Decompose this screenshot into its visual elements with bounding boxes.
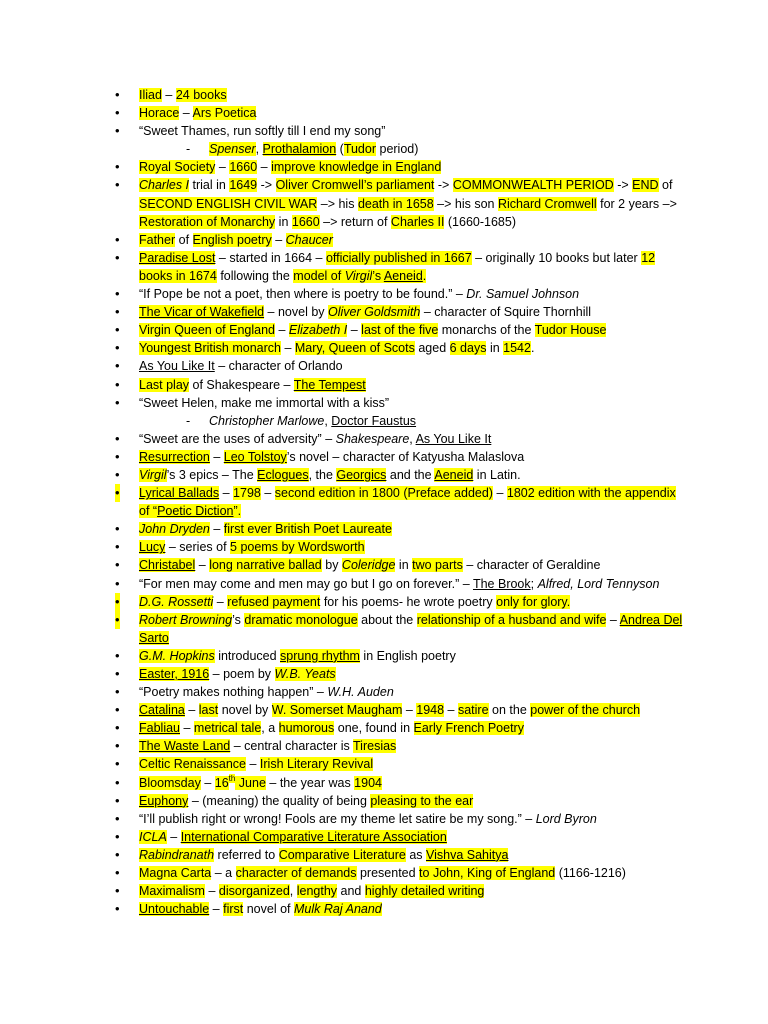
highlighted-text: Euphony	[139, 793, 189, 808]
list-item	[0, 701, 768, 719]
highlighted-text: The Waste Land	[139, 739, 231, 754]
text-run: novel of	[243, 902, 294, 917]
highlighted-text: Comparative Literature	[278, 847, 406, 862]
list-item	[0, 357, 768, 375]
text-run: on the	[488, 703, 531, 718]
text-run: ->	[257, 178, 276, 193]
list-item	[0, 484, 768, 520]
highlighted-text: Tudor	[343, 142, 377, 157]
highlighted-text: Robert Browning	[139, 612, 233, 627]
highlighted-text: SECOND ENGLISH CIVIL WAR	[139, 196, 318, 211]
list-item	[0, 158, 768, 176]
highlighted-text: two parts	[412, 558, 463, 573]
highlighted-text: humorous	[278, 721, 335, 736]
list-item	[0, 593, 768, 611]
highlighted-text: Spenser	[209, 142, 256, 157]
highlighted-text: th	[228, 774, 236, 784]
list-item	[0, 376, 768, 394]
highlighted-text: Tiresias	[353, 739, 397, 754]
text-run: “Sweet Thames, run softly till I end my song”	[139, 124, 386, 139]
highlighted-text: Vishva Sahitya	[426, 847, 509, 862]
highlighted-text: model of	[293, 268, 345, 283]
text-run: –	[606, 612, 620, 627]
text-run: “I’ll publish right or wrong! Fools are my theme let satire be my song.” –	[139, 811, 536, 826]
highlighted-text: The Vicar of Wakefield	[139, 305, 265, 320]
list-item	[0, 394, 768, 412]
highlighted-text: only for glory.	[496, 594, 571, 609]
highlighted-text: 1649	[229, 178, 258, 193]
highlighted-text: Eclogues	[257, 467, 309, 482]
list-item	[0, 520, 768, 538]
list-item	[0, 104, 768, 122]
text-run: As You Like It	[415, 431, 492, 446]
highlighted-text: Virgil	[139, 467, 167, 482]
text-run: –	[280, 341, 295, 356]
text-run: –	[161, 88, 176, 102]
highlighted-text: Ars Poetica	[192, 106, 257, 121]
text-run: Lord Byron	[535, 811, 597, 826]
text-run: ->	[434, 178, 453, 193]
text-run: –	[444, 703, 458, 718]
text-run: (1660-1685)	[444, 214, 516, 229]
text-run: presented	[356, 866, 420, 881]
highlighted-text: first ever British Poet Laureate	[223, 522, 392, 537]
text-run: ,	[289, 884, 297, 899]
highlighted-text: Aeneid	[434, 467, 474, 482]
highlighted-text: Virgin Queen of England	[139, 323, 275, 338]
highlighted-text: Charles II	[390, 214, 445, 229]
text-run: –	[209, 522, 224, 537]
highlighted-text: metrical tale	[193, 721, 262, 736]
text-run: in	[486, 341, 504, 356]
text-run: – series of	[165, 540, 231, 555]
highlighted-text: Mulk Raj Anand	[293, 902, 382, 917]
highlighted-text: Paradise Lost	[139, 250, 216, 265]
highlighted-text: John Dryden	[139, 522, 210, 537]
highlighted-text: Horace	[139, 106, 180, 121]
highlighted-text: ’s	[372, 268, 384, 283]
document-page	[0, 86, 768, 918]
text-run: ’s 3 epics – The	[166, 467, 258, 482]
highlighted-text: Early French Poetry	[413, 721, 524, 736]
highlighted-text: The Tempest	[293, 377, 366, 392]
text-run: “For men may come and men may go but I go on forever.” –	[139, 576, 473, 591]
text-run: one, found in	[334, 721, 414, 736]
text-run: (	[336, 142, 344, 157]
highlighted-text: last	[198, 703, 219, 718]
list-item	[0, 86, 768, 104]
text-run: –	[402, 703, 417, 718]
highlighted-text: .	[422, 268, 427, 283]
list-item	[0, 828, 768, 846]
text-run: – central character is	[230, 739, 354, 754]
highlighted-text: Fabliau	[139, 721, 180, 736]
text-run: ’s novel – character of Katyusha Malaslova	[286, 449, 525, 464]
highlighted-text: Magna Carta	[139, 866, 212, 881]
highlighted-text: second edition in 1800 (Preface added)	[274, 486, 493, 501]
text-run: , the	[308, 467, 337, 482]
highlighted-text: Tudor House	[534, 323, 607, 338]
sub-list-item	[0, 140, 768, 158]
highlighted-text: 1948	[416, 703, 445, 718]
text-run: – originally 10 books but later	[471, 250, 642, 265]
highlighted-text: 24 books	[175, 88, 227, 102]
text-run: in	[275, 214, 292, 229]
text-run: (1166-1216)	[555, 866, 626, 881]
highlighted-text: Andrea Del Sarto	[139, 612, 683, 645]
highlighted-text: character of demands	[235, 866, 357, 881]
highlighted-text: END	[632, 178, 659, 193]
highlighted-text: Christabel	[139, 558, 196, 573]
text-run: –	[184, 703, 199, 718]
highlighted-text: 1802 edition with the appendix of “	[139, 486, 676, 519]
text-run: novel by	[218, 703, 272, 718]
sub-list-item	[0, 412, 768, 430]
text-run: “If Pope be not a poet, then where is poetry to be found.” –	[139, 287, 467, 302]
list-item	[0, 665, 768, 683]
list-item	[0, 466, 768, 484]
text-run: –> his	[317, 196, 358, 211]
list-item	[0, 556, 768, 574]
highlighted-text: 5 poems by Wordsworth	[230, 540, 365, 555]
text-run: ;	[530, 576, 538, 591]
text-run: Doctor Faustus	[331, 413, 417, 428]
list-item	[0, 737, 768, 755]
highlighted-text: Poetic Diction	[157, 504, 234, 519]
text-run: The Brook	[472, 576, 531, 591]
text-run: for 2 years –>	[596, 196, 677, 211]
highlighted-text: 16	[214, 775, 229, 790]
highlighted-text: 1660	[229, 160, 258, 175]
list-item	[0, 683, 768, 701]
list-item	[0, 122, 768, 140]
text-run: by	[321, 558, 342, 573]
highlighted-text: Rabindranath	[139, 847, 215, 862]
highlighted-text: Resurrection	[139, 449, 210, 464]
text-run: W.H. Auden	[327, 685, 394, 700]
text-run: –	[246, 757, 260, 772]
highlighted-text: Mary, Queen of Scots	[294, 341, 415, 356]
highlighted-text: long narrative ballad	[209, 558, 322, 573]
text-run: – poem by	[209, 667, 275, 681]
highlighted-text: lengthy	[296, 884, 338, 899]
list-item	[0, 430, 768, 448]
highlighted-text: relationship of a husband and wife	[416, 612, 607, 627]
text-run: Dr. Samuel Johnson	[466, 287, 580, 302]
text-run: –	[213, 594, 228, 609]
highlighted-text: refused payment	[227, 594, 321, 609]
list-item	[0, 575, 768, 593]
list-item	[0, 719, 768, 737]
text-run: period)	[376, 142, 419, 157]
text-run: in Latin.	[473, 467, 521, 482]
text-run: –	[257, 160, 272, 175]
text-run: –	[209, 449, 224, 464]
highlighted-text: to John, King of England	[419, 866, 556, 881]
text-run: Shakespeare	[335, 431, 410, 446]
text-run: Alfred, Lord Tennyson	[537, 576, 660, 591]
highlighted-text: Prothalamion	[262, 142, 337, 157]
text-run: of	[658, 178, 673, 193]
highlighted-text: Maximalism	[139, 884, 205, 899]
text-run: –	[166, 829, 181, 844]
highlighted-text: Royal Society	[139, 160, 216, 175]
list-item	[0, 864, 768, 882]
highlighted-text: Iliad	[139, 88, 162, 102]
highlighted-text: International Comparative Literature Association	[180, 829, 447, 844]
text-run: as	[405, 847, 426, 862]
text-run: – a	[211, 866, 236, 881]
text-run: ,	[324, 413, 332, 428]
highlighted-text: Last play	[139, 377, 190, 392]
text-run: .	[530, 341, 535, 356]
text-run: –	[215, 160, 230, 175]
list-item	[0, 339, 768, 357]
highlighted-text: ”.	[233, 504, 242, 519]
highlighted-text: 12 books in 1674	[139, 250, 656, 283]
highlighted-text: Celtic Renaissance	[139, 757, 246, 772]
text-run: – started in 1664 –	[215, 250, 326, 265]
text-run: monarchs of the	[438, 323, 535, 338]
highlighted-text: Leo Tolstoy	[223, 449, 287, 464]
highlighted-text: officially published in 1667	[325, 250, 472, 265]
text-run: in	[395, 558, 413, 573]
text-run: –	[209, 902, 224, 917]
text-run: aged	[414, 341, 450, 356]
text-run: – novel by	[264, 305, 328, 320]
highlighted-text: Untouchable	[139, 902, 210, 917]
highlighted-text: highly detailed writing	[364, 884, 485, 899]
text-run: –	[271, 232, 286, 247]
text-run: –> return of	[319, 214, 391, 229]
text-run: of Shakespeare –	[189, 377, 294, 392]
list-item	[0, 611, 768, 647]
list-item	[0, 792, 768, 810]
highlighted-text: Oliver Goldsmith	[328, 305, 421, 320]
highlighted-text: sprung rhythm	[280, 648, 360, 663]
text-run: – character of Orlando	[214, 359, 343, 374]
text-run: –	[260, 486, 275, 501]
notes-list	[0, 86, 768, 918]
text-run: As You Like It	[139, 359, 215, 374]
highlighted-text: Oliver Cromwell’s parliament	[275, 178, 435, 193]
highlighted-text: W.B. Yeats	[274, 667, 336, 681]
highlighted-text: ICLA	[139, 829, 167, 844]
list-item	[0, 285, 768, 303]
text-run: – character of Squire Thornhill	[420, 305, 592, 320]
text-run: about the	[357, 612, 417, 627]
list-item	[0, 538, 768, 556]
highlighted-text: Chaucer	[285, 232, 333, 247]
list-item	[0, 321, 768, 339]
text-run: “Poetry makes nothing happen” –	[139, 685, 328, 700]
list-item	[0, 900, 768, 918]
highlighted-text: Restoration of Monarchy	[139, 214, 276, 229]
list-item	[0, 647, 768, 665]
list-item	[0, 846, 768, 864]
highlighted-text: 6 days	[449, 341, 487, 356]
text-run: referred to	[214, 847, 279, 862]
text-run: ->	[613, 178, 633, 193]
highlighted-text: power of the church	[530, 703, 641, 718]
highlighted-text: Lucy	[139, 540, 166, 555]
highlighted-text: 1904	[354, 775, 382, 790]
list-item	[0, 774, 768, 792]
list-item	[0, 448, 768, 466]
highlighted-text: W. Somerset Maugham	[271, 703, 403, 718]
highlighted-text: Aeneid	[383, 268, 423, 283]
text-run: – character of Geraldine	[462, 558, 601, 573]
text-run: –	[274, 323, 289, 338]
text-run: “Sweet are the uses of adversity” –	[139, 431, 336, 446]
highlighted-text: Elizabeth I	[288, 323, 348, 338]
highlighted-text: Father	[139, 232, 176, 247]
list-item	[0, 882, 768, 900]
text-run: –	[200, 775, 215, 790]
text-run: –	[204, 884, 219, 899]
highlighted-text: Irish Literary Revival	[259, 757, 374, 772]
highlighted-text: 1798	[233, 486, 261, 501]
highlighted-text: Lyrical Ballads	[139, 486, 220, 501]
highlighted-text: Georgics	[336, 467, 387, 482]
highlighted-text: Charles I	[139, 178, 190, 193]
text-run: “Sweet Helen, make me immortal with a kiss”	[139, 395, 390, 410]
list-item	[0, 231, 768, 249]
highlighted-text: Easter, 1916	[139, 667, 210, 681]
text-run: – the year was	[265, 775, 355, 790]
highlighted-text: death in 1658	[357, 196, 434, 211]
text-run: introduced	[214, 648, 281, 663]
text-run: ,	[255, 142, 263, 157]
list-item	[0, 755, 768, 773]
highlighted-text: satire	[457, 703, 489, 718]
highlighted-text: Richard Cromwell	[497, 196, 597, 211]
list-item	[0, 249, 768, 285]
text-run: and	[337, 884, 365, 899]
highlighted-text: English poetry	[192, 232, 272, 247]
highlighted-text: Bloomsday	[139, 775, 201, 790]
text-run: –	[179, 106, 193, 121]
highlighted-text: disorganized	[218, 884, 290, 899]
highlighted-text: 1542	[503, 341, 531, 356]
highlighted-text: Youngest British monarch	[139, 341, 281, 356]
text-run: –	[180, 721, 194, 736]
text-run: – (meaning) the quality of being	[188, 793, 371, 808]
text-run: in English poetry	[359, 648, 456, 663]
text-run: , a	[261, 721, 279, 736]
list-item	[0, 303, 768, 321]
highlighted-text: Coleridge	[341, 558, 396, 573]
text-run: Christopher Marlowe	[209, 413, 325, 428]
text-run: for his poems- he wrote poetry	[320, 594, 497, 609]
text-run: –	[195, 558, 210, 573]
highlighted-text: last of the five	[361, 323, 439, 338]
text-run: –	[492, 486, 507, 501]
highlighted-text: Catalina	[139, 703, 185, 718]
text-run: and the	[386, 467, 435, 482]
highlighted-text: improve knowledge in England	[271, 160, 442, 175]
highlighted-text: COMMONWEALTH PERIOD	[452, 178, 614, 193]
highlighted-text: pleasing to the ear	[370, 793, 474, 808]
highlighted-text: dramatic monologue	[244, 612, 358, 627]
highlighted-text: 1660	[291, 214, 320, 229]
text-run: ,	[409, 431, 416, 446]
text-run: –	[347, 323, 362, 338]
text-run: following the	[216, 268, 294, 283]
text-run: –> his son	[433, 196, 498, 211]
highlighted-text: G.M. Hopkins	[139, 648, 215, 663]
text-run: of	[175, 232, 193, 247]
highlighted-text: first	[223, 902, 244, 917]
highlighted-text: Virgil	[344, 268, 373, 283]
text-run: –	[219, 486, 234, 501]
list-item	[0, 176, 768, 230]
highlighted-text: D.G. Rossetti	[139, 594, 214, 609]
text-run: ’s	[232, 612, 245, 627]
highlighted-text: June	[235, 775, 266, 790]
text-run: trial in	[189, 178, 230, 193]
list-item	[0, 810, 768, 828]
